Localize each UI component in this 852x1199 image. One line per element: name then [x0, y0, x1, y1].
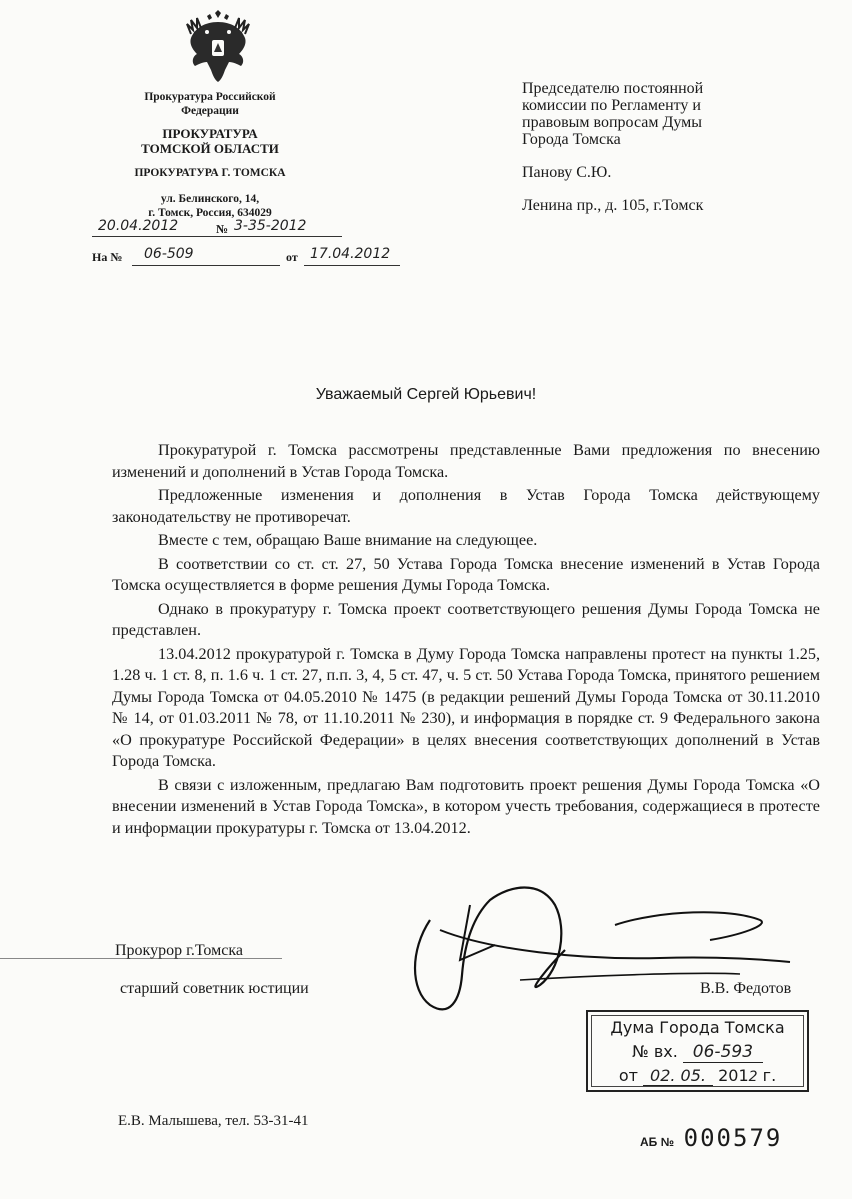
outgoing-number-label: № [216, 222, 229, 236]
reply-number-underline [132, 265, 280, 266]
paragraph-6: 13.04.2012 прокуратурой г. Томска в Думу Города Томска направлены протест на пункты 1.25, 1.28 ч. 1 ст. 8, п. 1.6 ч. 1 ст. 27, п.п. 3, 4, 5 ст. 47, ч. 5 ст. 50 Устава Города Томска, принятого решением Думы Города Томска от 04.05.2010 № 1475 (в редакции решений Думы Города Томска от 30.11.2010 № 14, от 01.03.2011 № 78, от 11.10.2011 № 230), и информация в порядке ст. 9 Федерального закона «О прокуратуре Российской Федерации» в целях внесения соответствующих дополнений в Устав Города Томска. [112, 644, 820, 770]
russian-coat-of-arms-icon [185, 10, 251, 84]
form-serial [640, 1124, 782, 1152]
paragraph-7: В связи с изложенным, предлагаю Вам подготовить проект решения Думы Города Томска «О внесении изменений в Устав Города Томска», в котором учесть требования, содержащиеся в протесте и информации прокуратуры г. Томска от 13.04.2012. [112, 775, 820, 837]
executor-info: Е.В. Малышева, тел. 53-31-41 [118, 1113, 309, 1129]
registration-stamp [586, 1010, 809, 1092]
stamp-org: Дума Города Томска [610, 1018, 785, 1037]
reply-date-underline [304, 265, 400, 266]
stamp-date: 02. 05. [643, 1066, 713, 1086]
signatory-rank: старший советник юстиции [120, 980, 309, 997]
outgoing-underline [92, 236, 342, 237]
address-line1: ул. Белинского, 14, [160, 193, 260, 205]
recipient-line2: комиссии по Регламенту и [522, 97, 701, 114]
reply-reference-row [92, 246, 402, 268]
serial-number: 000579 [683, 1124, 783, 1152]
paragraph-5: Однако в прокуратуру г. Томска проект соответствующего решения Думы Города Томска не представлен. [112, 599, 820, 639]
recipient-line4: Города Томска [522, 131, 621, 148]
org-line2: Федерации [181, 105, 239, 117]
regional-line1: ПРОКУРАТУРА [162, 126, 258, 141]
reply-date: 17.04.2012 [310, 246, 391, 262]
sender-block [90, 90, 330, 220]
letter-body [112, 440, 820, 839]
paragraph-2: Предложенные изменения и дополнения в Устав Города Томска действующему законодательству не противоречат. [112, 486, 820, 526]
paragraph-1: Прокуратурой г. Томска рассмотрены представленные Вами предложения по внесению изменений и дополнений в Устав Города Томска. [112, 441, 820, 481]
stamp-incoming-label: № вх. [632, 1042, 678, 1061]
stamp-incoming-row [588, 1042, 807, 1063]
reply-number: 06-509 [144, 246, 194, 262]
recipient-line1: Председателю постоянной [522, 80, 704, 97]
serial-label: АБ № [640, 1135, 675, 1149]
reply-from-label: от [286, 250, 298, 264]
reply-label: На № [92, 250, 123, 264]
salutation: Уважаемый Сергей Юрьевич! [315, 386, 537, 403]
recipient-line3: правовым вопросам Думы [522, 114, 703, 131]
stamp-year-prefix: 201 [718, 1066, 749, 1085]
recipient-name: Панову С.Ю. [522, 164, 612, 181]
outgoing-number: 3-35-2012 [234, 218, 307, 234]
paragraph-3: Вместе с тем, обращаю Ваше внимание на следующее. [158, 531, 538, 549]
regional-line2: ТОМСКОЙ ОБЛАСТИ [141, 141, 279, 156]
recipient-block [522, 80, 782, 214]
outgoing-number-row [92, 218, 342, 240]
address-line2: г. Томск, Россия, 634029 [148, 207, 272, 219]
stamp-year-digit: 2 [748, 1069, 758, 1085]
handwritten-signature [400, 880, 820, 1020]
paragraph-4: В соответствии со ст. ст. 27, 50 Устава Города Томска внесение изменений в Устав Города Томска осуществляется в форме решения Думы Города Томска. [112, 554, 820, 594]
city-office: ПРОКУРАТУРА Г. ТОМСКА [134, 167, 286, 179]
org-line1: Прокуратура Российской [144, 91, 276, 103]
stamp-year-suffix: г. [762, 1066, 777, 1085]
signatory-title: Прокурор г.Томска [115, 942, 243, 959]
stamp-incoming-number: 06-593 [683, 1042, 763, 1063]
recipient-address: Ленина пр., д. 105, г.Томск [522, 197, 704, 214]
signatory-name: В.В. Федотов [700, 980, 792, 997]
stamp-from-label: от [618, 1066, 638, 1085]
stamp-date-row [588, 1066, 807, 1086]
outgoing-date: 20.04.2012 [98, 218, 179, 234]
